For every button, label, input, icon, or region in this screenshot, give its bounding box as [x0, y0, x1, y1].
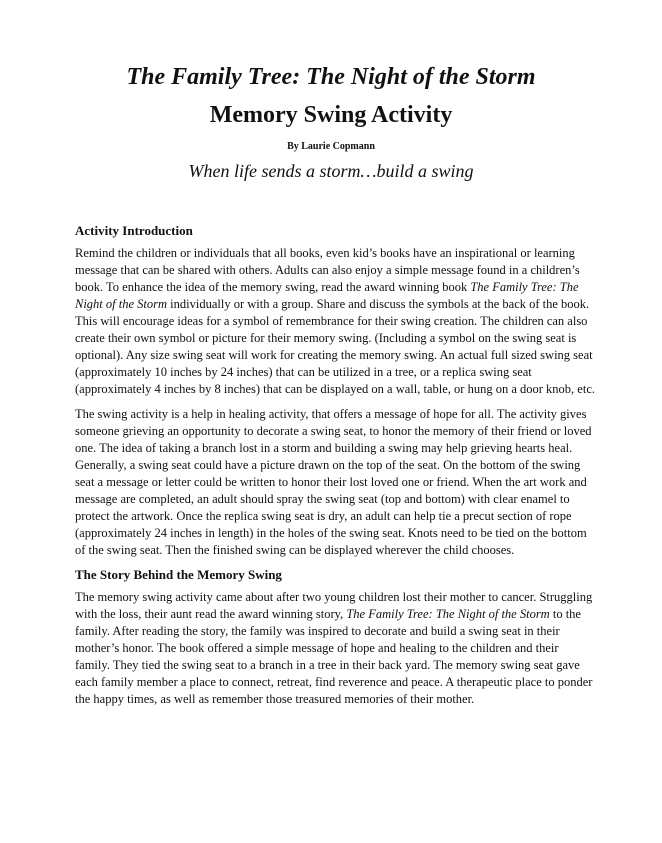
story-paragraph [75, 589, 595, 708]
section-heading-activity-introduction: Activity Introduction [75, 223, 193, 238]
story-paragraph-text-a: The memory swing activity came about after two young children lost their mother to cancer. Struggling with the loss, their aunt read the award winning story, [75, 590, 593, 621]
intro-paragraph-1 [75, 245, 595, 398]
intro-paragraph-1-text-a: Remind the children or individuals that all books, even kid’s books have an inspirational or learning message that can be shared with others. Adults can also enjoy a simple message found in a children’s book. To enhance the idea of the memory swing, read the award winning book [75, 246, 580, 294]
section-heading-story-behind: The Story Behind the Memory Swing [75, 567, 282, 582]
document-body [75, 222, 595, 708]
document-title: The Family Tree: The Night of the Storm [126, 64, 536, 90]
book-title-italic: The Family Tree: The Night of the Storm [75, 280, 579, 311]
intro-paragraph-1-text-b: individually or with a group. Share and discuss the symbols at the back of the book. This will encourage ideas for a symbol of remembrance for their swing creation. The children can also create their own symbol or picture for their memory swing. (Including a symbol on the swing seat is optional). Any size swing seat will work for creating the memory swing. An actual full sized swing seat (approximately 10 inches by 24 inches) that can be utilized in a tree, or a replica swing seat (approximately 4 inches by 8 inches) that can be displayed on a wall, table, or hung on a door knob, etc. [75, 297, 595, 396]
story-paragraph-text-b: to the family. After reading the story, the family was inspired to decorate and build a swing seat in their mother’s honor. The book offered a simple message of hope and healing to the children and their family. They tied the swing seat to a branch in a tree in their back yard. The memory swing seat gave each family member a place to connect, retreat, find reverence and peace. A therapeutic place to ponder the happy times, as well as remember those treasured memories of their mother. [75, 607, 593, 706]
author-byline: By Laurie Copmann [287, 141, 375, 152]
story-book-title-italic: The Family Tree: The Night of the Storm [346, 607, 550, 621]
intro-paragraph-2: The swing activity is a help in healing activity, that offers a message of hope for all. The activity gives someone grieving an opportunity to decorate a swing seat, to honor the memory of their friend or loved one. The idea of taking a branch lost in a storm and building a swing may help grieving hearts heal. Generally, a swing seat could have a picture drawn on the top of the seat. On the bottom of the swing seat a message or letter could be written to honor their lost loved one or friend. When the art work and message are completed, an adult should spray the swing seat (top and bottom) with clear enamel to protect the artwork. Once the replica swing seat is dry, an adult can help tie a precut section of rope (approximately 24 inches in length) in the holes of the swing seat. Knots need to be tied on the bottom of the swing seat. Then the finished swing can be displayed wherever the child chooses. [75, 407, 592, 557]
document-subtitle: Memory Swing Activity [209, 102, 453, 128]
tagline: When life sends a storm…build a swing [188, 161, 474, 181]
